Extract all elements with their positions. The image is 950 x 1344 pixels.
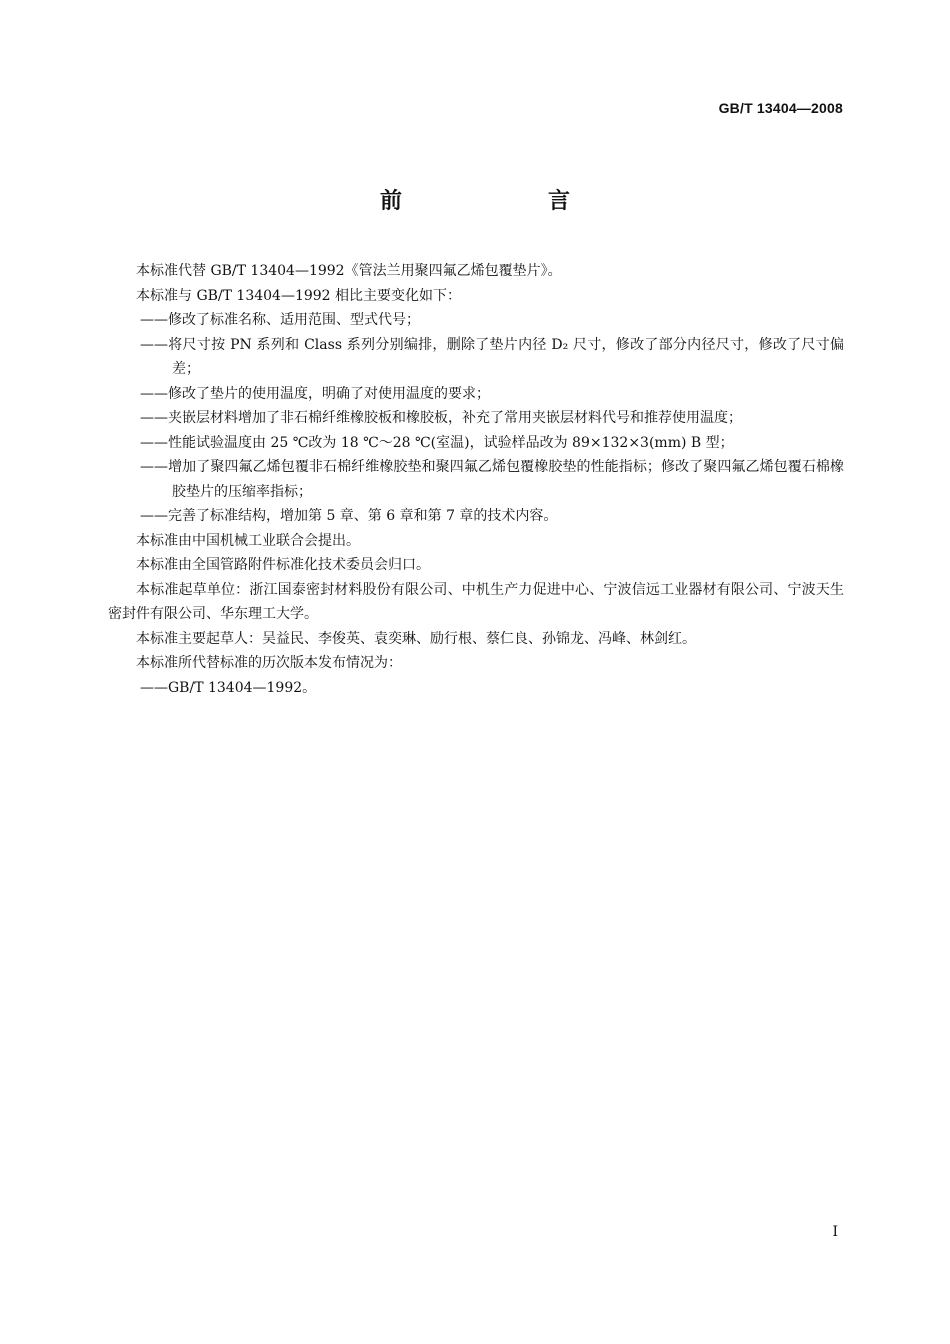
list-item: ——将尺寸按 PN 系列和 Class 系列分别编排，删除了垫片内径 D₂ 尺寸，修改了部分内径尺寸，修改了尺寸偏差； (140, 336, 844, 377)
list-item: ——夹嵌层材料增加了非石棉纤维橡胶板和橡胶板，补充了常用夹嵌层材料代号和推荐使用温度； (140, 410, 742, 426)
list-item: ——完善了标准结构，增加第 5 章、第 6 章和第 7 章的技术内容。 (140, 508, 558, 524)
list-item: ——增加了聚四氟乙烯包覆非石棉纤维橡胶垫和聚四氟乙烯包覆橡胶垫的性能指标；修改了聚四氟乙烯包覆石棉橡胶垫片的压缩率指标； (140, 459, 844, 500)
list-item: ——修改了垫片的使用温度，明确了对使用温度的要求； (140, 385, 490, 402)
paragraph-changes-intro: 本标准与 GB/T 13404—1992 相比主要变化如下： (136, 287, 462, 304)
paragraph-history-intro: 本标准所代替标准的历次版本发布情况为： (136, 655, 402, 671)
page-number: I (832, 1224, 838, 1240)
list-item: ——GB/T 13404—1992。 (140, 679, 317, 696)
paragraph-replaces: 本标准代替 GB/T 13404—1992《管法兰用聚四氟乙烯包覆垫片》。 (136, 263, 562, 279)
paragraph-drafting-units: 本标准起草单位：浙江国泰密封材料股份有限公司、中机生产力促进中心、宁波信远工业器材有限公司、宁波天生密封件有限公司、华东理工大学。 (108, 581, 844, 622)
document-body (108, 259, 844, 700)
paragraph-drafters: 本标准主要起草人：吴益民、李俊英、袁奕琳、励行根、蔡仁良、孙锦龙、冯峰、林剑红。 (136, 630, 696, 647)
page-title: 前 言 (379, 189, 632, 214)
list-item: ——修改了标准名称、适用范围、型式代号； (140, 312, 420, 328)
list-item: ——性能试验温度由 25 ℃改为 18 ℃～28 ℃(室温)，试验样品改为 89×132×3(mm) B 型； (140, 434, 734, 451)
paragraph-committee: 本标准由全国管路附件标准化技术委员会归口。 (136, 557, 430, 573)
paragraph-proposer: 本标准由中国机械工业联合会提出。 (136, 532, 360, 549)
standard-code: GB/T 13404—2008 (718, 100, 843, 116)
